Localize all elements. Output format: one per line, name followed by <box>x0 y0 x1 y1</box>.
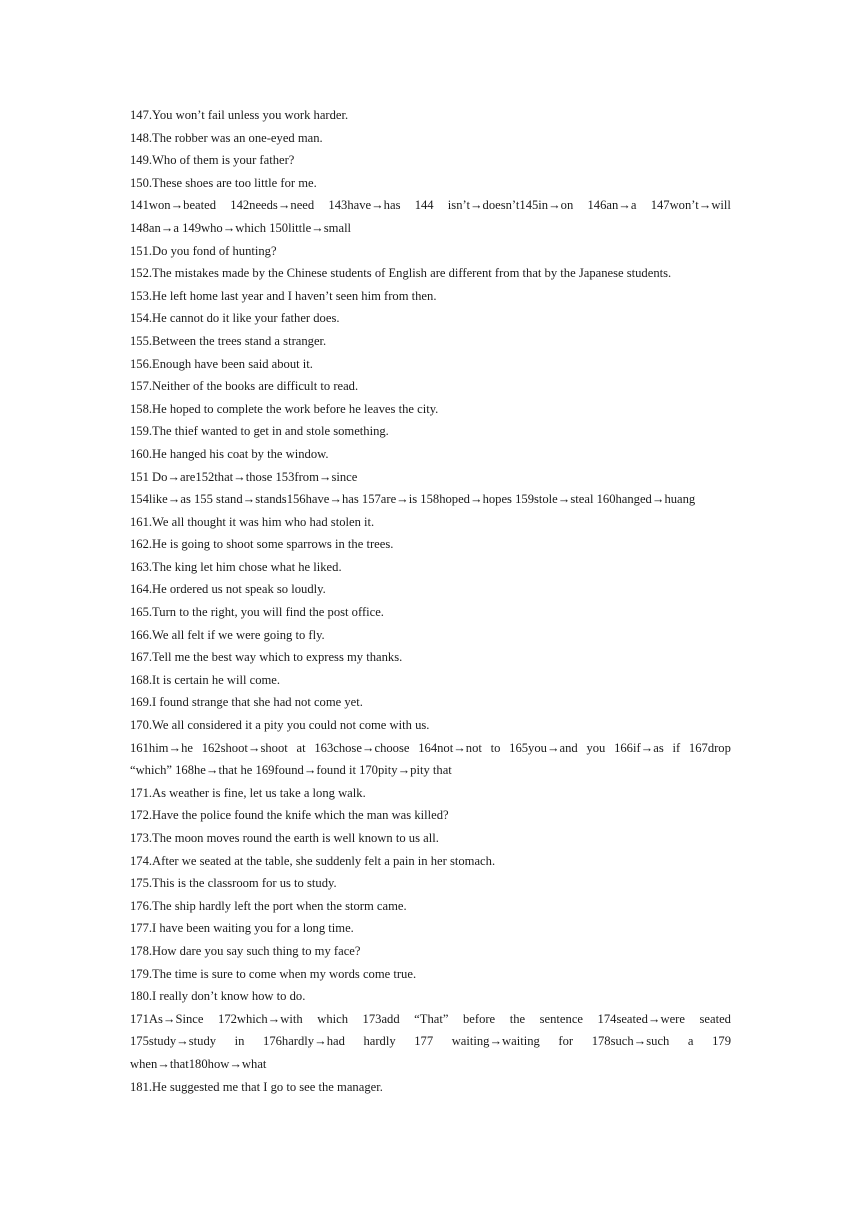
text-line: 178.How dare you say such thing to my face? <box>130 943 361 958</box>
answer-word: which <box>317 1011 348 1026</box>
answer-word: the <box>509 1011 526 1026</box>
text-line: 173.The moon moves round the earth is well known to us all. <box>130 831 439 845</box>
answer-word: seated <box>699 1011 731 1026</box>
text-line: 176.The ship hardly left the port when the storm came. <box>130 898 407 913</box>
text-line: 180.I really don’t know how to do. <box>130 989 306 1004</box>
answer-word: 144 <box>414 198 434 213</box>
text-line: 147.You won’t fail unless you work harder. <box>130 108 349 122</box>
answer-word: 173add <box>362 1011 400 1026</box>
text-line: 175.This is the classroom for us to study. <box>130 876 337 891</box>
answer-word: 171As→Since <box>130 1011 204 1026</box>
answer-line <box>130 194 731 217</box>
text-line: 169.I found strange that she had not come yet. <box>130 695 363 710</box>
text-line: 177.I have been waiting you for a long time. <box>130 921 354 936</box>
answer-word: 178such→such <box>591 1034 670 1049</box>
text-line: 153.He left home last year and I haven’t seen him from then. <box>130 288 437 303</box>
text-line: 165.Turn to the right, you will find the post office. <box>130 605 384 620</box>
answer-word: 177 <box>414 1034 434 1049</box>
answer-word: 142needs→need <box>230 198 315 213</box>
answer-word: “That” <box>414 1011 449 1026</box>
answer-line <box>130 1030 731 1053</box>
text-line: 179.The time is sure to come when my words come true. <box>130 966 417 981</box>
text-line: 172.Have the police found the knife which the man was killed? <box>130 808 449 823</box>
answer-word: 176hardly→had <box>263 1034 345 1049</box>
answer-word: 167drop <box>688 740 731 755</box>
answer-word: 147won’t→will <box>650 198 731 213</box>
text-line: 155.Between the trees stand a stranger. <box>130 333 327 348</box>
answer-word: a <box>687 1034 694 1049</box>
answer-word: sentence <box>539 1011 583 1026</box>
text-line: 166.We all felt if we were going to fly. <box>130 627 325 642</box>
text-line: 148an→a 149who→which 150little→small <box>130 220 352 235</box>
text-line: 164.He ordered us not speak so loudly. <box>130 582 326 597</box>
answer-line <box>130 1008 731 1031</box>
answer-word: 143have→has <box>328 198 401 213</box>
answer-word: 172which→with <box>218 1011 303 1026</box>
answer-word: waiting→waiting <box>451 1034 540 1049</box>
answer-word: 179 <box>712 1034 731 1049</box>
answer-word: to <box>490 740 501 755</box>
answer-word: for <box>558 1034 574 1049</box>
answer-word: hardly <box>363 1034 396 1049</box>
text-line: “which” 168he→that he 169found→found it 170pity→pity that <box>130 763 452 778</box>
text-line: 151 Do→are152that→those 153from→since <box>130 469 358 484</box>
text-line: 157.Neither of the books are difficult to read. <box>130 379 359 394</box>
answer-word: before <box>462 1011 496 1026</box>
text-line: 148.The robber was an one-eyed man. <box>130 130 323 145</box>
answer-word: you <box>586 740 606 755</box>
answer-word: 162shoot→shoot <box>201 740 288 755</box>
text-line: 149.Who of them is your father? <box>130 153 295 168</box>
text-line: 174.After we seated at the table, she suddenly felt a pain in her stomach. <box>130 853 496 868</box>
answer-line <box>130 737 731 760</box>
answer-word: isn’t→doesn’t145in→on <box>447 198 574 213</box>
text-line: 171.As weather is fine, let us take a long walk. <box>130 785 366 800</box>
answer-word: 146an→a <box>587 198 637 213</box>
answer-word: 165you→and <box>509 740 578 755</box>
text-line: 158.He hoped to complete the work before he leaves the city. <box>130 401 439 416</box>
document-body <box>130 104 731 1098</box>
text-line: 152.The mistakes made by the Chinese students of English are different from that by the Japanese students. <box>130 266 672 281</box>
answer-word: 141won→beated <box>130 198 217 213</box>
text-line: 160.He hanged his coat by the window. <box>130 446 329 461</box>
answer-word: at <box>296 740 306 755</box>
answer-word: 174seated→were <box>597 1011 685 1026</box>
answer-word: 161him→he <box>130 740 193 755</box>
text-line: 156.Enough have been said about it. <box>130 356 313 371</box>
text-line: 161.We all thought it was him who had stolen it. <box>130 514 375 529</box>
text-line: 170.We all considered it a pity you could not come with us. <box>130 718 430 733</box>
text-line: 181.He suggested me that I go to see the manager. <box>130 1079 383 1094</box>
text-line: 154like→as 155 stand→stands156have→has 157are→is 158hoped→hopes 159stole→steal 160hanged→huang <box>130 492 696 507</box>
text-line: 150.These shoes are too little for me. <box>130 175 317 190</box>
answer-word: 164not→not <box>418 740 482 755</box>
answer-word: 163chose→choose <box>314 740 410 755</box>
text-line: 162.He is going to shoot some sparrows in the trees. <box>130 537 394 552</box>
text-line: 168.It is certain he will come. <box>130 672 281 687</box>
text-line: 151.Do you fond of hunting? <box>130 243 277 258</box>
text-line: 159.The thief wanted to get in and stole something. <box>130 424 389 439</box>
answer-word: if <box>672 740 681 755</box>
answer-word: 166if→as <box>614 740 664 755</box>
text-line: 154.He cannot do it like your father does. <box>130 311 340 326</box>
text-line: when→that180how→what <box>130 1056 267 1071</box>
text-line: 163.The king let him chose what he liked. <box>130 559 342 574</box>
text-line: 167.Tell me the best way which to express my thanks. <box>130 650 403 665</box>
answer-word: in <box>234 1034 245 1049</box>
answer-word: 175study→study <box>130 1034 217 1049</box>
